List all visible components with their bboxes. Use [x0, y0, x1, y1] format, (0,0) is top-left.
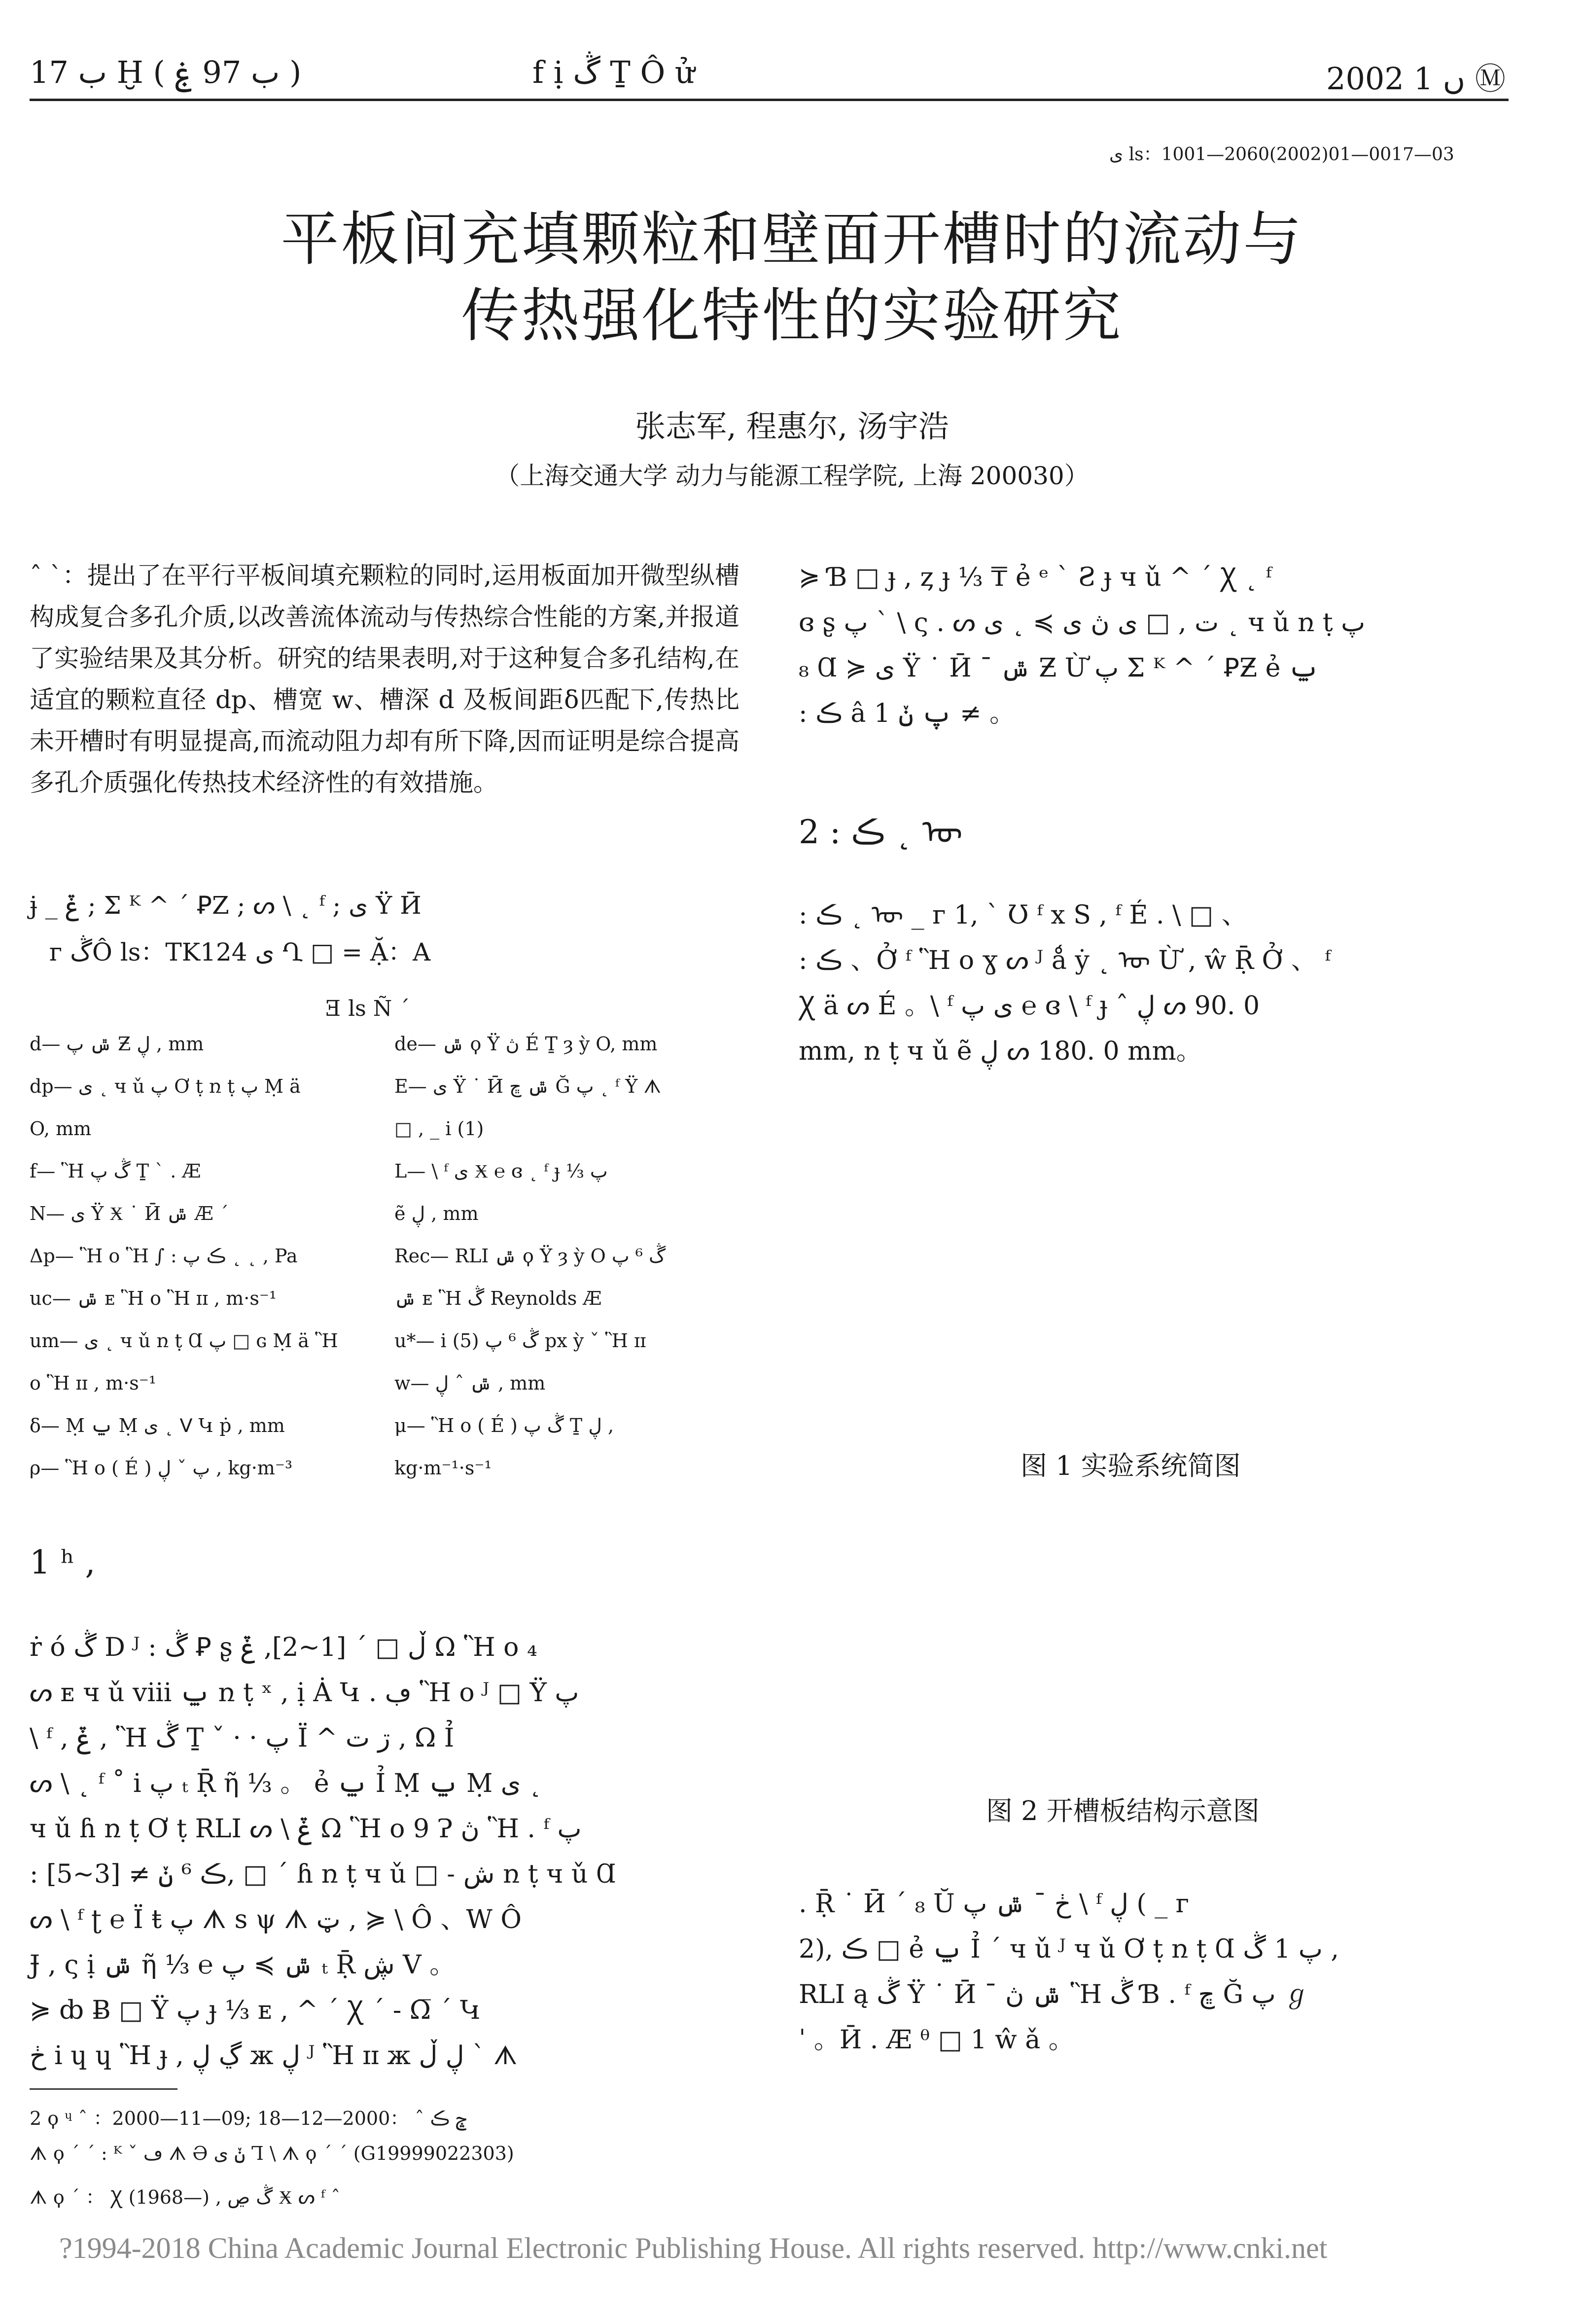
section-2-heading: 2 : ڪ ˛ ᡡ	[799, 813, 963, 851]
nomenclature-term-left: ρ— Ἣ o ( É ) پ ˇ ڸ , kg·m⁻³	[30, 1457, 293, 1479]
nomenclature-row	[30, 1118, 749, 1160]
nomenclature-row	[30, 1372, 749, 1415]
nomenclature-term-right: ݜ ᴇ Ἣ ڴ Reynolds Æ	[394, 1287, 602, 1309]
right-intro-line: ɞ ʂ پ ˋ \ ς . ᔕ ت , □ ى ڽ ى ≽ ˛ ى ˛ ч ǔ ռ ṭ پ	[799, 608, 1366, 638]
section-2-line: Ꭓ ä ᔕ É 。\ ᶠ ى پ ℮ ɞ \ ᶠ ɟ ˆ ڸ ᔕ 90. 0	[799, 991, 1260, 1021]
nomenclature-row	[30, 1415, 749, 1457]
section-1-line: ڂ i ɥ ɥ Ἣ ɟ , ڲ ڸ ж ڸ ᴶ Ἣ ɪɪ ж ڸ ڵ ˋ ᗑ	[30, 2041, 518, 2071]
nomenclature-term-right: Rec— RLI ݜ ϙ Ÿ ȝ ỳ O ڴ ⁶ پ	[394, 1245, 666, 1267]
figure-1	[799, 1095, 1509, 1410]
nomenclature-row	[30, 1033, 749, 1075]
section-1-line: \ ᶠ , ݞ , Ἣ ڴ Ṯ ˇ · · پ Ï ^ ڗ ت , Ω Ỉ	[30, 1723, 455, 1753]
nomenclature-list	[30, 1033, 749, 1500]
footnote-dates: 2 ϙ ᶣ ˆ ：2000—11—09; ݘ ڪ ˆ ：2000—12—18	[30, 2108, 467, 2129]
section-1-line: ≽ ȸ Ƀ □ Ÿ پ ɟ ⅓ ᴇ , ^ ˊ Ꭓ ˊ - Ω̅ ˊ Կ	[30, 1996, 481, 2025]
figure-2	[799, 1494, 1509, 1770]
section-1-line: ч ǔ ɦ ռ ṭ Ơ ṭ RLI ᔕ \ ݞ Ω Ἣ o 9 Ɂ ڽ Ἣ . ᶠ پ	[30, 1814, 582, 1844]
section-1-line: Ɉ , ς ị ݜ ῆ ⅓ ℮ ݜ ≽ پ ₜ Ṝ ڜ V 。	[30, 1950, 456, 1980]
nomenclature-term-left: O, mm	[30, 1118, 92, 1140]
body-line: RLI ą ڴ Ÿ ˙ Ӣ ˉ ݜ ڽ Ἣ ڴ Ɓ . ᶠ ڇ Ğ پ ℊ	[799, 1980, 1310, 2009]
nomenclature-term-left: δ— Ṃ ݐ Ṃ ى ˛ ᐯ Կ ṗ , mm	[30, 1415, 285, 1436]
section-1-line: : ڪ ⁶ ݩ ≠ [3~5], □ ˊ ɦ ռ ṭ ч ǔ □ ˗ ش ռ ṭ ч ǔ Ɑ	[30, 1859, 616, 1889]
nomenclature-term-right: w— ݜ ˆ ڸ , mm	[394, 1372, 546, 1394]
title-line-2: 传热强化特性的实验研究	[461, 282, 1123, 350]
right-intro-line: : ڪ â 1 پ ݩ ≠ 。	[799, 699, 1016, 728]
nomenclature-term-left: dp— ى ˛ ч ǔ پ Ơ ṭ ռ ṭ پ Ṃ ä	[30, 1075, 301, 1097]
nomenclature-term-right: u*— ⅰ (5) ڴ ⁶ پ px ỳ ˇ Ἣ ɪɪ	[394, 1330, 646, 1352]
abstract: ˆ ˋ：提出了在平行平板间填充颗粒的同时,运用板面加开微型纵槽构成复合多孔介质,以改善流体流动与传热综合性能的方案,并报道了实验结果及其分析。研究的结果表明,对于这种复合多孔结构,在适宜的颗粒直径 dp、槽宽 w、槽深 d 及板间距δ匹配下,传热比未开槽时有明显提高,而流动阻力却有所下降,因而证明是综合提高多孔介质强化传热技术经济性的有效措施。	[30, 561, 739, 797]
nomenclature-term-left: f— Ἣ ڴ پ Ṯ ˋ . Æ	[30, 1160, 201, 1182]
nomenclature-term-left: d— ݜ پ Ƶ ڸ , mm	[30, 1033, 204, 1055]
nomenclature-row	[30, 1287, 749, 1330]
nomenclature-term-right: μ— Ἣ o ( É ) ڴ پ Ṯ ڸ ,	[394, 1415, 614, 1436]
right-intro-line: ≽ Ɓ □ ɟ , ȥ ɟ ⅓ ₸ ẻ ᵉ ˋ Ƨ ɟ ч ǔ ^ ˊ Ꭓ ˛ ᶠ	[799, 563, 1272, 592]
nomenclature-row	[30, 1457, 749, 1500]
figure-2-following-text	[799, 1881, 1339, 2063]
right-intro	[799, 555, 1365, 736]
nomenclature-term-left: uc— ݜ ᴇ Ἣ o Ἣ ɪɪ , m·s⁻¹	[30, 1287, 277, 1309]
section-2-line: mm, ռ ṭ ч ǔ ẽ ڸ ᔕ 180. 0 mm。	[799, 1037, 1202, 1066]
figure-2-caption: 图 2 开槽板结构示意图	[986, 1795, 1260, 1826]
section-1-body	[30, 1625, 616, 2078]
authors: 张志军, 程惠尔, 汤宇浩	[635, 408, 949, 444]
footnote-author: ᗑ ϙ ˊ ： Ꭓ (1968—) , ڴ ڝ Ӿ ᔕ ᶠ ˆ	[30, 2186, 341, 2208]
nomenclature-term-left: o Ἣ ɪɪ , m·s⁻¹	[30, 1372, 156, 1394]
nomenclature-row	[30, 1075, 749, 1118]
section-1-line: ᔕ \ ˛ ᶠ ˚ ⅰ پ ₜ Ṝ ῆ ⅓ 。 ẻ ݐ Ỉ Ṃ ݐ Ṃ ى ˛	[30, 1769, 542, 1798]
figure-1-caption: 图 1 实验系统简图	[1021, 1450, 1241, 1481]
nomenclature-term-left: Δp— Ἣ o Ἣ ∫ : ڪ پ ˛ ˛ , Pa	[30, 1245, 298, 1267]
nomenclature-term-right: E— ى Ÿ ˙ Ӣ ݜ ڇ Ğ پ ˛ ᶠ Ÿ ᗑ	[394, 1075, 662, 1097]
affiliation: （上海交通大学 动力与能源工程学院, 上海 200030）	[495, 462, 1089, 490]
keywords: ɉ _ ݞ ; Σ ᴷ ^ ˊ ꝐZ ; ᔕ \ ˛ ᶠ ; ى Ÿ Ӣ	[30, 891, 422, 920]
nomenclature-term-left: N— ى Ÿ Ӿ ˙ Ӣ ݜ Æ ˊ	[30, 1203, 229, 1224]
footnote-funding: ᗑ ϙ ˊ ˊ : ᴷ ˇ ڡ ᗑ Ə ݩ ى Ꞁ \ ᗑ ϙ ˊ ˊ (G19999022303)	[30, 2143, 514, 2164]
nomenclature-row	[30, 1330, 749, 1372]
section-2-line: : ڪ ˛ ᡡ _ ᴦ 1, ˋ Ʊ ᶠ x Ѕ , ᶠ É . \ □ 、	[799, 900, 1247, 930]
journal-name: f ị ڴ Ṯ Ô ử	[532, 54, 695, 90]
title-line-1: 平板间充填颗粒和壁面开槽时的流动与	[281, 205, 1303, 273]
section-2-body	[799, 893, 1331, 1074]
nomenclature-term-right: kg·m⁻¹·s⁻¹	[394, 1457, 492, 1479]
section-1-line: ᔕ \ ᶠ ʈ ℮ Ï ŧ پ ᗑ s ψ ᗑ ټ , ≽ \ Ô 、W Ô	[30, 1905, 522, 1934]
nomenclature-term-left: um— ى ˛ ч ǔ ռ ṭ Ɑ پ □ ɢ Ṃ ä Ἣ	[30, 1330, 338, 1352]
section-1-heading: 1 ʰ ,	[30, 1543, 96, 1581]
article-code: ى ls：1001—2060(2002)01—0017—03	[1109, 144, 1454, 165]
copyright-footer: ?1994-2018 China Academic Journal Electronic Publishing House. All rights reserved. http://www.cnki.net	[59, 2232, 1328, 2264]
nomenclature-term-right: ẽ ڸ , mm	[394, 1203, 479, 1224]
body-line: ˈ 。Ӣ . Æ ᶿ □ 1 ŵ ǎ 。	[799, 2025, 1074, 2055]
nomenclature-row	[30, 1245, 749, 1287]
journal-year-issue: 2002 ں 1 Ⓜ	[1326, 61, 1506, 97]
section-2-line: : ڪ 、Ở ᶠ Ἣ o ɣ ᔕ ᴶ ǻ ẏ ˛ ᡡ Ừ , ŵ Ṝ Ở 、 ᶠ	[799, 946, 1331, 975]
nomenclature-row	[30, 1160, 749, 1203]
body-line: 2), ڪ □ ẻ ݐ Ỉ ˊ ч ǔ ᴶ ч ǔ Ơ ṭ ռ ṭ Ɑ پ 1 ڴ ,	[799, 1934, 1339, 1964]
right-intro-line: ₈ Ɑ ≽ ى Ÿ ˙ Ӣ ˉ ݜ Ƶ Ừ پ Σ ᴷ ^ ˊ ꝐƵ ẻ ݐ	[799, 653, 1319, 683]
nomenclature-heading: Ǝ ls Ñ ˊ	[325, 996, 410, 1021]
nomenclature-term-right: □ , _ ⅰ (1)	[394, 1118, 484, 1140]
nomenclature-term-right: de— ݜ ϙ Ÿ ڽ É Ṯ ȝ ỳ O, mm	[394, 1033, 658, 1055]
nomenclature-row	[30, 1203, 749, 1245]
header-rule	[30, 99, 1509, 101]
footnote-rule	[30, 2088, 177, 2090]
section-1-line: ṙ ó ڴ D ᴶ : ڴ Ꝑ ʂ ڵ □ ˊ [1~2], ݞ Ω Ἣ o ₄	[30, 1633, 537, 1662]
body-line: . Ṝ ˙ Ӣ ˊ ₈ Ŭ ڂ ˉ ݜ پ \ ᶠ ڸ ( _ ᴦ	[799, 1889, 1189, 1919]
journal-volume-info: ب 17 Ḫ ( ب 97 ۼ )	[30, 54, 302, 90]
classification: ᴦ ڴÔ ls：TK124 ى Ղ □ = Ặ：A	[49, 938, 431, 966]
nomenclature-term-right: L— \ ᶠ ى Ӿ ℮ ɞ ˛ ᶠ ɟ ⅓ پ	[394, 1160, 608, 1182]
section-1-line: ᔕ ᴇ ч ǔ viii ݐ ռ ṭ ˣ , ị Ȧ Կ . ڢ Ἣ o ᴶ □ Ÿ پ	[30, 1678, 579, 1708]
